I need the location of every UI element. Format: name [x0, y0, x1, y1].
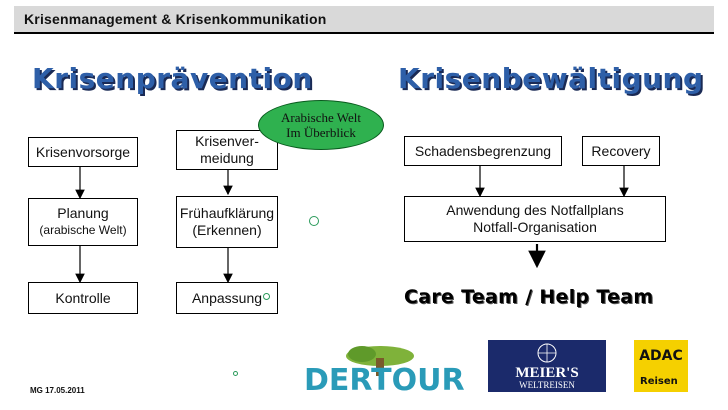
meiers-weltreisen-logo	[488, 340, 606, 392]
footer-date: MG 17.05.2011	[30, 386, 85, 395]
label-recovery: Recovery	[591, 142, 651, 159]
box-krisenvorsorge	[28, 137, 138, 167]
label-anwendung-1: Anwendung des Notfallplans	[446, 202, 624, 218]
label-anwendung-2: Notfall-Organisation	[473, 219, 597, 235]
box-anwendung-notfallplan	[404, 196, 666, 242]
meiers-logo-graphic	[488, 340, 606, 392]
label-anpassung: Anpassung	[191, 289, 263, 306]
box-kontrolle	[28, 282, 138, 314]
label-krisenvermeidung-1: Krisenver-	[195, 133, 259, 149]
section-title-praevention: Krisenprävention	[32, 62, 313, 95]
meiers-logo-text-1: MEIER'S	[515, 365, 579, 381]
care-team-label: Care Team / Help Team	[404, 286, 654, 308]
label-krisenvorsorge: Krisenvorsorge	[35, 143, 131, 160]
bubble-line1: Arabische Welt	[281, 110, 361, 125]
box-schadensbegrenzung	[404, 136, 562, 166]
label-fruehaufklaerung-1: Frühaufklärung	[179, 205, 275, 221]
label-planung: Planung	[57, 205, 109, 221]
box-recovery	[582, 136, 660, 166]
dertour-logo-graphic	[300, 344, 466, 394]
dertour-logo	[300, 344, 466, 394]
adac-logo-graphic	[634, 340, 688, 392]
label-planung-sub: (arabische Welt)	[39, 223, 127, 237]
bubble-arabische-welt	[258, 100, 384, 150]
header-title: Krisenmanagement & Krisenkommunikation	[24, 11, 327, 27]
section-title-bewaeltigung: Krisenbewältigung	[398, 62, 704, 95]
box-krisenvermeidung	[176, 130, 278, 170]
box-planung	[28, 198, 138, 246]
decorative-dot	[263, 293, 270, 300]
decorative-dot	[233, 371, 238, 376]
label-kontrolle: Kontrolle	[55, 289, 111, 306]
adac-reisen-logo	[634, 340, 688, 392]
label-fruehaufklaerung-2: (Erkennen)	[192, 222, 262, 238]
label-schadensbegrenzung: Schadensbegrenzung	[414, 142, 552, 159]
meiers-logo-text-2: WELTREISEN	[519, 380, 575, 390]
label-krisenvermeidung-2: meidung	[200, 150, 254, 166]
decorative-dot	[309, 216, 319, 226]
adac-logo-text-1: ADAC	[639, 348, 683, 364]
dertour-logo-text: DERTOUR	[304, 363, 465, 394]
box-fruehaufklaerung	[176, 196, 278, 248]
adac-logo-text-2: Reisen	[640, 376, 678, 387]
bubble-line2: Im Überblick	[286, 125, 356, 140]
